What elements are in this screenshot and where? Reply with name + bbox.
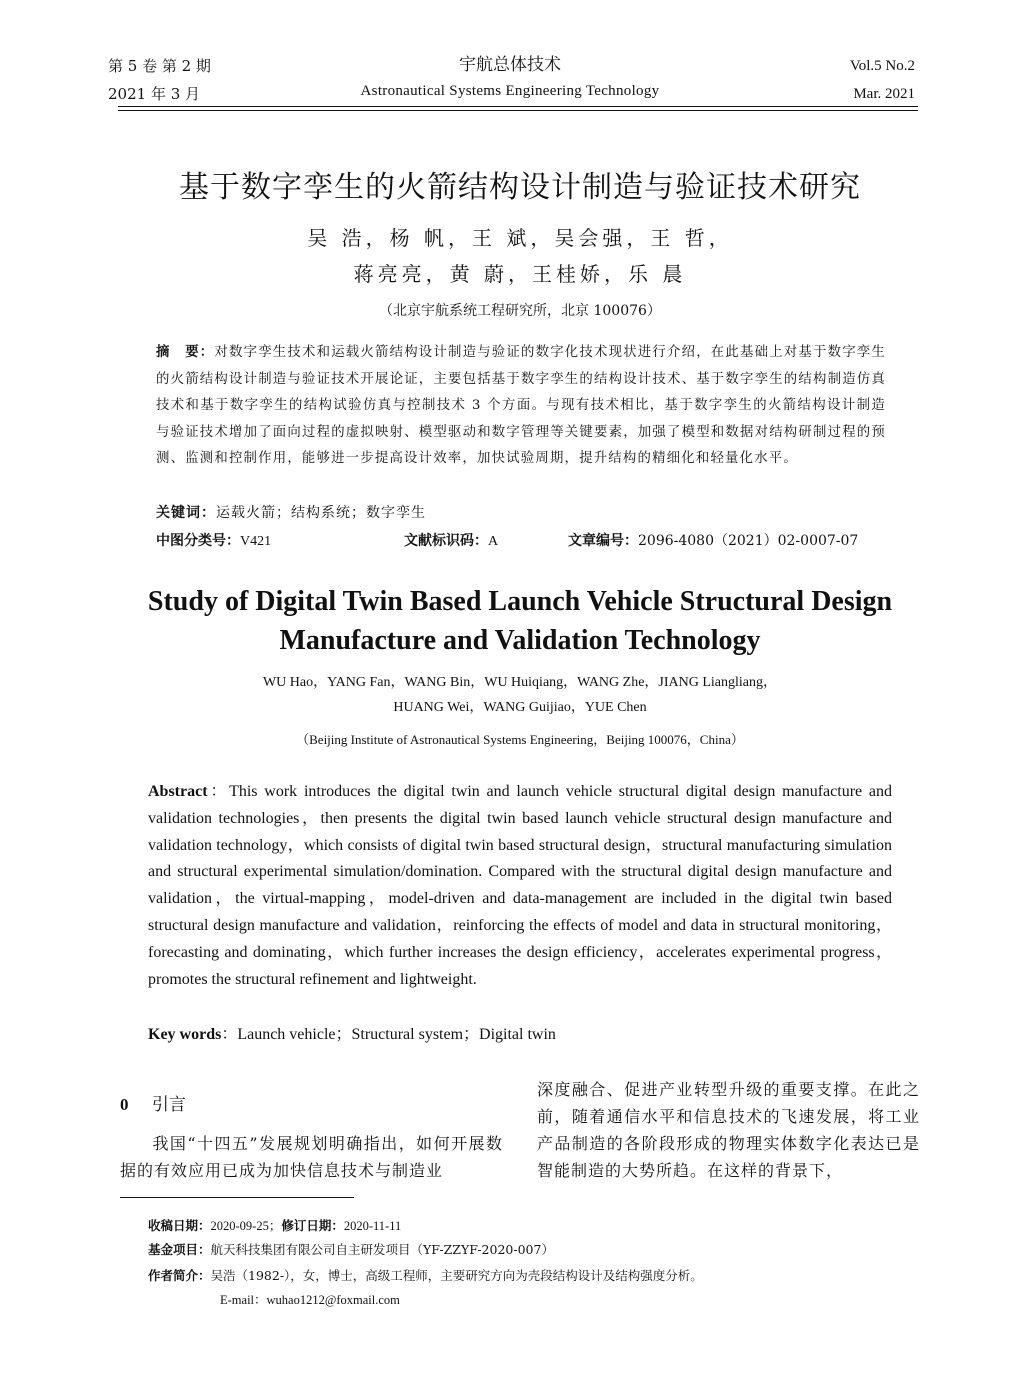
footnote-email — [220, 1288, 400, 1312]
header-rule-bottom — [118, 110, 918, 111]
paper-title-cn: 基于数字孪生的火箭结构设计制造与验证技术研究 — [179, 170, 861, 205]
affiliation-en: （Beijing Institute of Astronautical Systems Engineering，Beijing 100076，China） — [296, 732, 744, 747]
footnote-author — [148, 1264, 703, 1288]
section-number: 0 — [120, 1095, 129, 1114]
clc-value: V421 — [240, 534, 272, 549]
section-heading — [120, 1092, 186, 1118]
authors-en — [0, 670, 1020, 720]
keywords-cn-text: 运载火箭；结构系统；数字孪生 — [216, 505, 426, 521]
authors-cn-line1: 吴 浩，杨 帆，王 斌，吴会强，王 哲， — [307, 226, 733, 250]
abstract-en-label: Abstract — [148, 783, 208, 800]
body-right-column: 深度融合、促进产业转型升级的重要支撑。在此之前，随着通信水平和信息技术的飞速发展，将工业产品制造的各阶段形成的物理实体数字化表达已是智能制造的大势所趋。在这样的背景下， — [537, 1080, 920, 1180]
keywords-cn — [156, 500, 426, 526]
abstract-en-text: ：This work introduces the digital twin and launch vehicle structural digital design manufacture and validation technologies，then presents the digital twin based launch vehicle structural design manufacture and validation technology，which consists of digital twin based structural design，structural manufacturing simulation and structural experimental simulation/domination. Compared with the structural digital design manufacture and validation，the virtual-mapping，model-driven and data-management are included in the digital twin based structural design manufacture and validation，reinforcing the effects of model and data in structural monitoring，forecasting and dominating，which further increases the design efficiency，accelerates experimental progress，promotes the structural refinement and lightweight. — [148, 783, 892, 988]
abstract-cn-text: 对数字孪生技术和运载火箭结构设计制造与验证的数字化技术现状进行介绍，在此基础上对基于数字孪生的火箭结构设计制造与验证技术开展论证，主要包括基于数字孪生的结构设计技术、基于数字孪生的结构制造仿真技术和基于数字孪生的结构试验仿真与控制技术 3 个方面。与现有技术相比，基于数字孪生的火箭结构设计制造与验证技术增加了面向过程的虚拟映射、模型驱动和数字管理等关键要素，加强了模型和数据对结构研制过程的预测、监测和控制作用，能够进一步提高设计效率，加快试验周期，提升结构的精细化和轻量化水平。 — [156, 345, 886, 466]
article-no-value: 2096-4080（2021）02-0007-07 — [638, 533, 859, 549]
date-en: Mar. 2021 — [853, 86, 915, 102]
keywords-en-text: ：Launch vehicle；Structural system；Digital twin — [221, 1026, 556, 1043]
fund-value: 航天科技集团有限公司自主研发项目（YF-ZZYF-2020-007） — [210, 1242, 554, 1257]
section-title: 引言 — [151, 1095, 186, 1115]
header-right — [850, 52, 915, 108]
body-left-column — [120, 1130, 503, 1184]
author-email: E-mail：wuhao1212@foxmail.com — [220, 1293, 400, 1307]
affiliation-cn: （北京宇航系统工程研究所，北京 100076） — [379, 303, 661, 319]
revised-value: 2020-11-11 — [343, 1219, 402, 1233]
author-value: 吴浩（1982-），女，博士，高级工程师，主要研究方向为壳段结构设计及结构强度分析。 — [210, 1268, 703, 1283]
authors-en-line2: HUANG Wei，WANG Guijiao，YUE Chen — [393, 700, 647, 715]
left-column-text: 我国“十四五”发展规划明确指出，如何开展数据的有效应用已成为加快信息技术与制造业 — [120, 1134, 503, 1180]
keywords-cn-label: 关键词： — [156, 505, 216, 521]
authors-cn-line2: 蒋亮亮，黄 蔚，王桂娇，乐 晨 — [353, 262, 687, 286]
paper-title-en — [0, 582, 1020, 660]
revised-label: 修订日期： — [281, 1218, 344, 1233]
clc-label: 中图分类号： — [156, 533, 240, 549]
abstract-en — [148, 779, 892, 993]
keywords-en-label: Key words — [148, 1026, 222, 1043]
title-en-line2: Manufacture and Validation Technology — [279, 625, 761, 656]
journal-name-cn: 宇航总体技术 — [459, 55, 561, 75]
received-label: 收稿日期： — [148, 1218, 211, 1233]
article-no-label: 文章编号： — [568, 533, 638, 549]
header-rule-top — [118, 106, 918, 107]
volume-issue-en: Vol.5 No.2 — [849, 58, 915, 74]
keywords-en — [148, 1022, 556, 1048]
abstract-cn — [156, 340, 886, 473]
footnote-fund — [148, 1238, 554, 1262]
received-value: 2020-09-25； — [210, 1219, 282, 1233]
authors-en-line1: WU Hao，YANG Fan，WANG Bin，WU Huiqiang，WANG Zhe，JIANG Liangliang， — [262, 675, 778, 690]
document-code — [404, 528, 498, 555]
clc-number — [156, 528, 271, 555]
doc-code-label: 文献标识码： — [404, 533, 488, 549]
title-en-line1: Study of Digital Twin Based Launch Vehicle Structural Design — [147, 586, 893, 617]
author-label: 作者简介： — [148, 1268, 211, 1283]
doc-code-value: A — [488, 534, 499, 549]
fund-label: 基金项目： — [148, 1242, 211, 1257]
volume-issue-cn: 第 5 卷 第 2 期 — [108, 57, 211, 75]
date-cn: 2021 年 3 月 — [108, 85, 201, 103]
footnote-dates — [148, 1214, 401, 1238]
journal-name-en: Astronautical Systems Engineering Technology — [360, 83, 660, 99]
article-number — [568, 528, 858, 554]
footnote-rule — [120, 1197, 354, 1198]
abstract-cn-label: 摘 要： — [156, 345, 215, 360]
